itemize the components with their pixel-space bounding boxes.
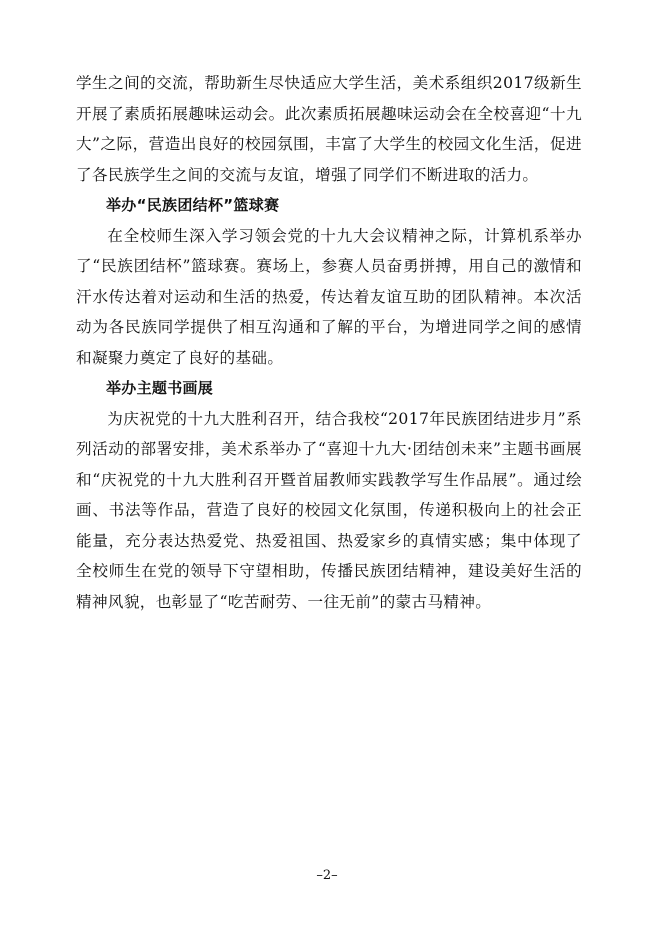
page-number: –2– (316, 868, 338, 883)
section-heading-art-exhibition: 举办主题书画展 (106, 379, 214, 397)
section-heading-basketball: 举办“民族团结杯”篮球赛 (106, 196, 280, 214)
paragraph-basketball: 在全校师生深入学习领会党的十九大会议精神之际，计算机系举办了“民族团结杯”篮球赛。赛场上，参赛人员奋勇拼搏，用自己的激情和汗水传达着对运动和生活的热爱，传达着友谊互助的团队精神。本次活动为各民族同学提供了相互沟通和了解的平台，为增进同学之间的感情和凝聚力奠定了良好的基础。 (76, 226, 582, 367)
document-body (76, 68, 582, 617)
paragraph-art-exhibition: 为庆祝党的十九大胜利召开，结合我校“2017年民族团结进步月”系列活动的部署安排，美术系举办了“喜迎十九大·团结创未来”主题书画展和“庆祝党的十九大胜利召开暨首届教师实践教学写生作品展”。通过绘画、书法等作品，营造了良好的校园文化氛围，传递积极向上的社会正能量，充分表达热爱党、热爱祖国、热爱家乡的真情实感；集中体现了全校师生在党的领导下守望相助，传播民族团结精神，建设美好生活的精神风貌，也彰显了“吃苦耐劳、一往无前”的蒙古马精神。 (76, 409, 582, 611)
paragraph-sports-meet: 学生之间的交流，帮助新生尽快适应大学生活，美术系组织2017级新生开展了素质拓展趣味运动会。此次素质拓展趣味运动会在全校喜迎“十九大”之际，营造出良好的校园氛围，丰富了大学生的校园文化生活，促进了各民族学生之间的交流与友谊，增强了同学们不断进取的活力。 (76, 74, 582, 184)
